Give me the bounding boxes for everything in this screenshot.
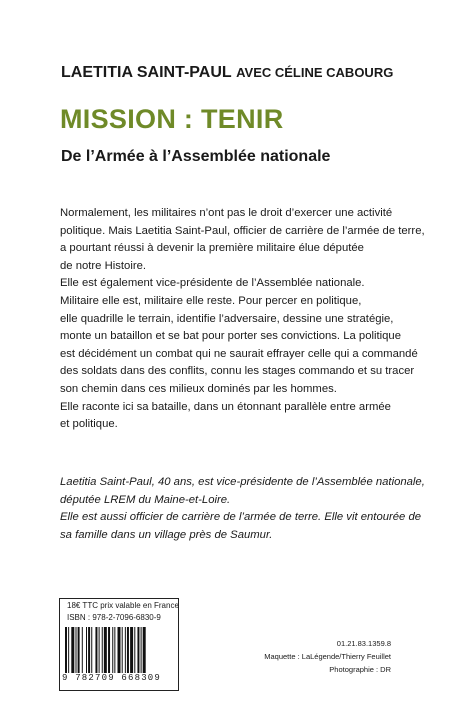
bio-line: sa famille dans un village près de Saumur. [60,528,273,541]
blurb-line: et politique. [60,418,118,431]
photo-credit: Photographie : DR [329,665,391,674]
book-title: MISSION : TENIR [60,104,284,134]
credits [264,637,391,676]
blurb-line: politique. Mais Laetitia Saint-Paul, officier de carrière de l’armée de terre, [60,224,425,237]
blurb-line: monte un bataillon et se bat pour porter ses convictions. La politique [60,330,401,343]
isbn-line: ISBN : 978-2-7096-6830-9 [67,613,161,622]
blurb-line: Militaire elle est, militaire elle reste. Pour percer en politique, [60,294,362,307]
blurb-line: de notre Histoire. [60,259,147,272]
print-code: 01.21.83.1359.8 [336,639,391,648]
blurb-line: son chemin dans ces milieux dominés par les hommes. [60,382,337,395]
bio-line: Elle est aussi officier de carrière de l’armée de terre. Elle vit entourée de [60,511,422,524]
bio-line: députée LREM du Maine-et-Loire. [60,493,231,506]
co-author-name: AVEC CÉLINE CABOURG [236,65,394,80]
blurb [60,205,425,434]
price-line: 18€ TTC prix valable en France [67,601,179,610]
bio-line: Laetitia Saint-Paul, 40 ans, est vice-présidente de l’Assemblée nationale, [60,476,425,488]
author-line [61,64,393,82]
author-bio [60,474,425,544]
price-info [67,600,179,624]
blurb-line: des soldats dans des conflits, connu les stages commando et su tracer [60,365,415,378]
blurb-line: Elle est également vice-présidente de l’Assemblée nationale. [60,277,365,290]
blurb-line: elle quadrille le terrain, identifie l’adversaire, dessine une stratégie, [60,312,394,325]
blurb-line: a pourtant réussi à devenir la première militaire élue députée [60,242,364,255]
blurb-line: Elle raconte ici sa bataille, dans un étonnant parallèle entre armée [60,400,391,413]
blurb-line: Normalement, les militaires n’ont pas le droit d’exercer une activité [60,207,393,219]
author-name: LAETITIA SAINT-PAUL [61,64,232,81]
design-credit: Maquette : LaLégende/Thierry Feuillet [264,652,391,661]
barcode-icon [65,627,173,673]
book-subtitle: De l’Armée à l’Assemblée nationale [61,148,331,165]
barcode-digits: 9 782709 668309 [62,673,162,683]
blurb-line: est décidément un combat qui ne saurait effrayer celle qui a commandé [60,347,418,360]
